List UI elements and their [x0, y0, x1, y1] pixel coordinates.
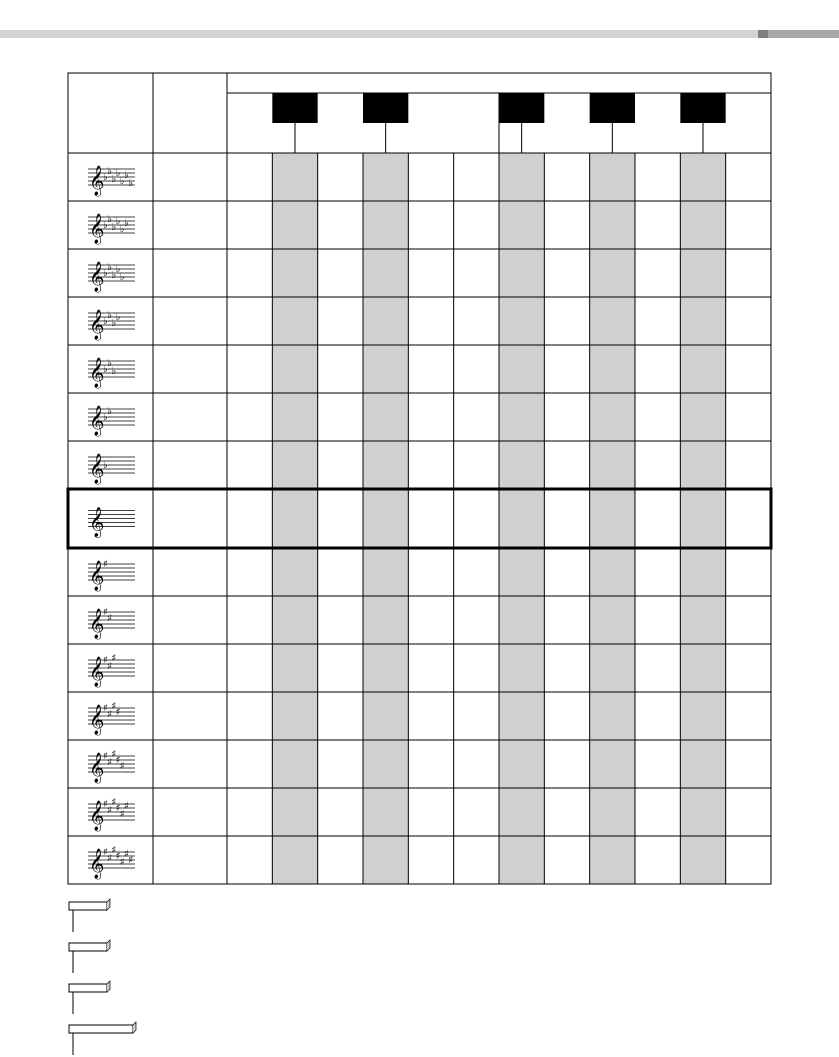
treble-clef-icon: 𝄞 [89, 849, 105, 879]
sharp-sign-icon: ♯ [124, 849, 129, 860]
sharp-sign-icon: ♯ [119, 761, 125, 772]
note-block [69, 981, 110, 1014]
sharp-sign-icon: ♯ [115, 707, 121, 718]
flat-sign-icon: ♭ [107, 214, 112, 225]
black-key-icon [363, 93, 408, 123]
key-signature-staff-icon [88, 405, 135, 437]
note-tag-fold [107, 940, 110, 951]
note-tag-fold [133, 1022, 136, 1033]
sharp-sign-icon: ♯ [119, 857, 125, 868]
sharp-sign-icon: ♯ [111, 749, 117, 760]
flat-sign-icon: ♭ [111, 270, 117, 281]
black-key-column-cell [363, 153, 408, 884]
flat-sign-icon: ♭ [124, 218, 129, 229]
key-signature-staff-icon [88, 845, 135, 880]
sharp-sign-icon: ♯ [119, 809, 125, 820]
flat-sign-icon: ♭ [107, 262, 112, 273]
black-key-column-cell [590, 153, 635, 884]
treble-clef-icon: 𝄞 [89, 310, 105, 340]
note-tag-icon [69, 943, 107, 951]
black-key-icon [680, 93, 725, 123]
note-tag-icon [69, 984, 107, 992]
treble-clef-icon: 𝄞 [89, 705, 105, 735]
key-signature-staff-icon [88, 559, 135, 592]
sharp-sign-icon: ♯ [107, 661, 113, 672]
black-key-column-cell [272, 153, 317, 884]
sharp-sign-icon: ♯ [107, 613, 113, 624]
sharp-sign-icon: ♯ [103, 559, 108, 570]
key-signature-staff-icon [88, 213, 135, 245]
sharp-sign-icon: ♯ [103, 607, 108, 618]
sharp-sign-icon: ♯ [107, 853, 113, 864]
treble-clef-icon: 𝄞 [89, 214, 105, 244]
key-signature-staff-icon [88, 749, 135, 784]
table-border [68, 73, 771, 884]
sharp-sign-icon: ♯ [115, 803, 121, 814]
treble-clef-icon: 𝄞 [89, 609, 105, 639]
note-tag-fold [107, 899, 110, 910]
sharp-sign-icon: ♯ [124, 801, 129, 812]
sharp-sign-icon: ♯ [103, 799, 108, 810]
key-signature-staff-icon [88, 453, 135, 485]
flat-sign-icon: ♭ [111, 222, 117, 233]
key-signature-staff-icon [88, 797, 135, 832]
key-signature-staff-icon [88, 653, 135, 688]
sharp-sign-icon: ♯ [115, 851, 121, 862]
flat-sign-icon: ♭ [128, 178, 133, 189]
black-key-icon [499, 93, 544, 123]
treble-clef-icon: 𝄞 [89, 507, 105, 538]
flat-sign-icon: ♭ [124, 170, 129, 181]
flat-sign-icon: ♭ [103, 412, 108, 423]
sharp-sign-icon: ♯ [107, 757, 113, 768]
note-block [69, 899, 110, 932]
sharp-sign-icon: ♯ [103, 751, 108, 762]
treble-clef-icon: 𝄞 [89, 358, 105, 388]
treble-clef-icon: 𝄞 [89, 454, 105, 484]
key-signature-staff-icon [88, 701, 135, 736]
black-key-icon [590, 93, 635, 123]
sharp-sign-icon: ♯ [103, 655, 108, 666]
flat-sign-icon: ♭ [115, 168, 121, 179]
note-block [69, 1022, 136, 1055]
sharp-sign-icon: ♯ [111, 845, 117, 856]
flat-sign-icon: ♭ [115, 216, 121, 227]
sharp-sign-icon: ♯ [111, 701, 117, 712]
flat-sign-icon: ♭ [103, 220, 108, 231]
flat-sign-icon: ♭ [103, 460, 108, 471]
black-key-column-cell [499, 153, 544, 884]
sharp-sign-icon: ♯ [128, 855, 134, 866]
treble-clef-icon: 𝄞 [89, 657, 105, 687]
treble-clef-icon: 𝄞 [89, 753, 105, 783]
sharp-sign-icon: ♯ [111, 797, 117, 808]
key-signature-staff-icon [88, 309, 135, 341]
flat-sign-icon: ♭ [111, 174, 117, 185]
note-block [69, 940, 110, 973]
flat-sign-icon: ♭ [107, 358, 112, 369]
key-signature-staff-icon [88, 357, 135, 389]
flat-sign-icon: ♭ [115, 312, 121, 323]
treble-clef-icon: 𝄞 [89, 406, 105, 436]
sharp-sign-icon: ♯ [107, 805, 113, 816]
note-tag-icon [69, 1025, 133, 1033]
flat-sign-icon: ♭ [103, 172, 108, 183]
sharp-sign-icon: ♯ [111, 653, 117, 664]
note-tag-fold [107, 981, 110, 992]
notes-area [69, 899, 136, 1055]
flat-sign-icon: ♭ [107, 406, 112, 417]
highlighted-row-border [68, 489, 771, 548]
flat-sign-icon: ♭ [111, 366, 117, 377]
treble-clef-icon: 𝄞 [89, 801, 105, 831]
flat-sign-icon: ♭ [103, 268, 108, 279]
flat-sign-icon: ♭ [103, 316, 108, 327]
flat-sign-icon: ♭ [111, 318, 117, 329]
flat-sign-icon: ♭ [115, 264, 121, 275]
sharp-sign-icon: ♯ [103, 703, 108, 714]
flat-sign-icon: ♭ [119, 224, 125, 235]
black-key-column-cell [680, 153, 725, 884]
flat-sign-icon: ♭ [119, 176, 125, 187]
key-signature-staff-icon [88, 607, 135, 640]
flat-sign-icon: ♭ [119, 272, 125, 283]
key-signature-staff-icon [88, 507, 135, 539]
flat-sign-icon: ♭ [107, 166, 112, 177]
sharp-sign-icon: ♯ [115, 755, 121, 766]
sharp-sign-icon: ♯ [103, 847, 108, 858]
key-signature-staff-icon [88, 165, 135, 197]
note-tag-icon [69, 902, 107, 910]
treble-clef-icon: 𝄞 [89, 561, 105, 591]
key-signatures [88, 165, 135, 880]
treble-clef-icon: 𝄞 [89, 166, 105, 196]
table-grid [68, 73, 771, 884]
flat-sign-icon: ♭ [103, 364, 108, 375]
black-key-icon [272, 93, 317, 123]
key-signature-staff-icon [88, 261, 135, 293]
flat-sign-icon: ♭ [107, 310, 112, 321]
sharp-sign-icon: ♯ [107, 709, 113, 720]
treble-clef-icon: 𝄞 [89, 262, 105, 292]
